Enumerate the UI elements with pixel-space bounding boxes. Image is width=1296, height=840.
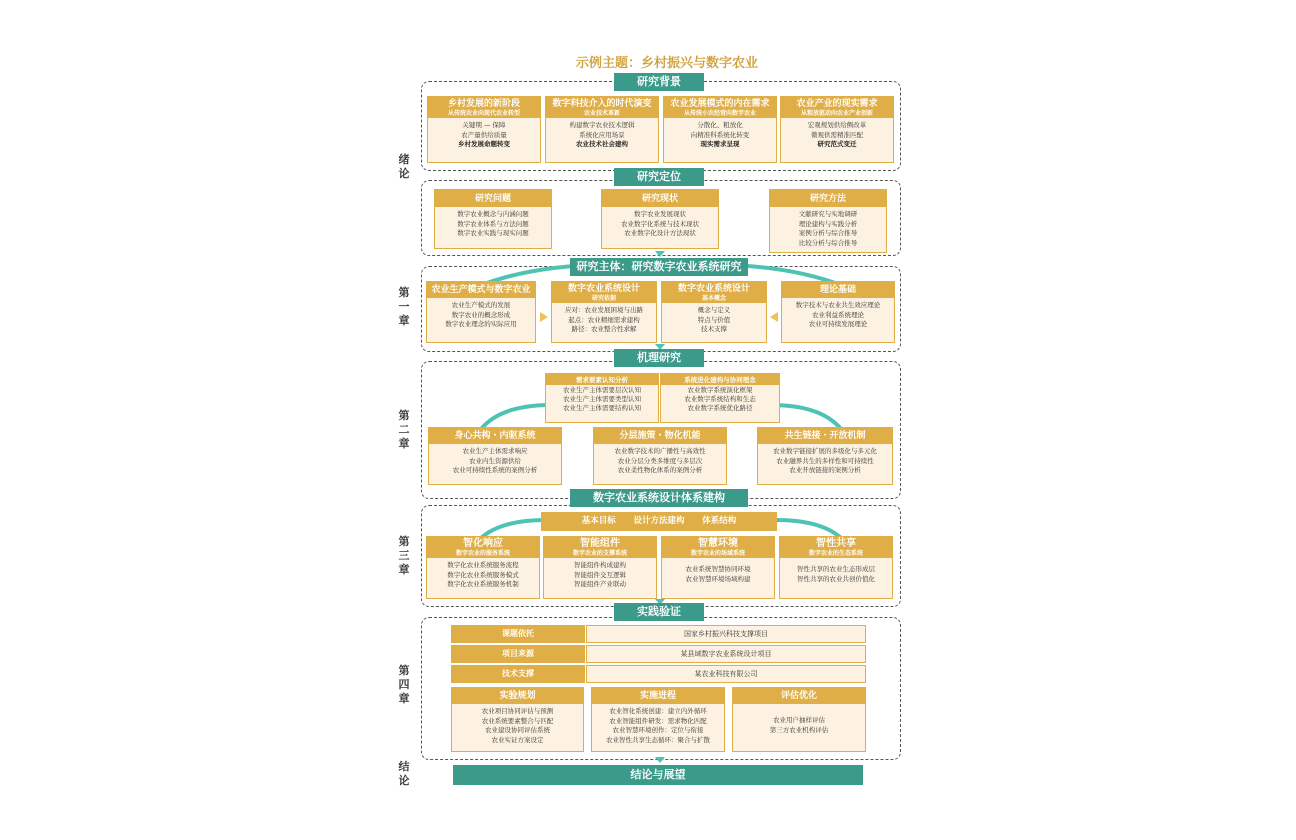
position-card-1 xyxy=(434,189,552,249)
practice-row-value-1: 国家乡村振兴科技支撑项目 xyxy=(586,625,866,643)
mechanism-card-3 xyxy=(757,427,893,485)
card-body: 智能组件构成建构 智能组件交互逻辑 智能组件产业联动 xyxy=(574,561,626,588)
build-card-4 xyxy=(779,536,893,599)
card-title: 评估优化 xyxy=(733,688,865,704)
card-body: 智性共享的农业生态形成层 智性共享的农业共创价值化 xyxy=(797,565,875,583)
chapter-label-3: 第三章 xyxy=(398,535,410,576)
build-goal-bar xyxy=(541,512,777,531)
chapter-label-2: 第二章 xyxy=(398,409,410,450)
practice-card-2 xyxy=(591,687,725,752)
card-body: 农业项目协同评估与预测 农业系统要素整合与匹配 农业建设协同评估系统 农业实证方案设定 xyxy=(481,707,554,744)
practice-row-label-2: 项目来源 xyxy=(451,645,585,663)
right-arrow-icon xyxy=(540,312,548,322)
card-body: 应对：农业发展困境与出路 起点：农业精细需求建构 路径：农业整合性求解 xyxy=(565,306,643,333)
mechanism-top-left xyxy=(545,373,659,423)
practice-row-value-3: 某农业科技有限公司 xyxy=(586,665,866,683)
section-header-position: 研究定位 xyxy=(614,168,704,186)
card-body: 文献研究与实地调研 理论建构与实践分析 案例分析与综合推导 比较分析与综合推导 xyxy=(798,210,858,247)
position-card-3 xyxy=(769,189,887,253)
chapter-label-intro: 绪论 xyxy=(398,153,410,180)
card-title: 理论基础 xyxy=(782,282,894,298)
card-title: 农业发展模式的内在需求 从传统小农经营向数字农业 xyxy=(664,97,776,118)
build-card-3 xyxy=(661,536,775,599)
chapter-label-1: 第一章 xyxy=(398,286,410,327)
down-arrow-icon xyxy=(655,251,665,257)
card-title: 实验规划 xyxy=(452,688,583,704)
mechanism-card-2 xyxy=(593,427,727,485)
card-title: 分层施策・物化机能 xyxy=(594,428,726,444)
card-body: 概念与定义 特点与价值 技术支撑 xyxy=(697,306,731,333)
practice-card-1 xyxy=(451,687,584,752)
card-body: 农业数字技术的广播性与高效性 农业分层分类多维度与多层次 农业柔性物化体系的案例分析 xyxy=(614,447,706,474)
card-body: 数字技术与农业共生效应理论 农业利益系统理论 农业可持续发展理论 xyxy=(795,301,881,328)
card-title: 智化响应 数字农业的服务系统 xyxy=(427,537,539,558)
page-title: 示例主题：乡村振兴与数字农业 xyxy=(575,56,758,71)
practice-row-value-2: 某县域数字农业系统设计项目 xyxy=(586,645,866,663)
card-title: 研究方法 xyxy=(770,190,886,207)
practice-row-label-3: 技术支撑 xyxy=(451,665,585,683)
card-title: 实施进程 xyxy=(592,688,724,704)
card-title: 数字科技介入的时代演变 农业技术革新 xyxy=(546,97,658,118)
section-header-build: 数字农业系统设计体系建构 xyxy=(570,489,748,507)
card-title: 数字农业系统设计 研究依据 xyxy=(552,282,656,303)
card-title: 研究现状 xyxy=(602,190,718,207)
conclusion-banner: 结论与展望 xyxy=(453,765,863,785)
section-header-practice: 实践验证 xyxy=(614,603,704,621)
card-title: 乡村发展的新阶段 从传统农业向现代农业转型 xyxy=(428,97,540,118)
down-arrow-icon xyxy=(655,757,665,763)
card-body: 数字农业概念与内涵问题 数字农业体系与方法问题 数字农业实践与现实问题 xyxy=(457,210,529,237)
card-title: 农业生产模式与数字农业 xyxy=(427,282,535,298)
card-title: 智性共享 数字农业的生态系统 xyxy=(780,537,892,558)
card-title: 数字农业系统设计 基本概念 xyxy=(662,282,766,303)
subject-card-4 xyxy=(781,281,895,343)
subject-card-3 xyxy=(661,281,767,343)
card-body: 农业数字链接扩展的多级化与多元化 农业融界共生的多样性和可持续性 农业开放链接的案例分析 xyxy=(773,447,877,474)
card-title: 身心共构・内驱系统 xyxy=(429,428,561,444)
card-body: 数字农业发展现状 农业数字化系统与技术现状 农业数字化设计方法现状 xyxy=(621,210,699,237)
bar-item-goal: 基本目标 xyxy=(581,516,616,526)
card-title: 智能组件 数字农业的支撑系统 xyxy=(544,537,656,558)
practice-row-label-1: 课题依托 xyxy=(451,625,585,643)
card-body: 农业用户抽样评估 第三方农业机构评估 xyxy=(769,716,829,734)
card-body: 农业生产主体需求响应 农业内生资源供给 农业可持续性系统的案例分析 xyxy=(452,447,538,474)
mechanism-top-right xyxy=(660,373,780,423)
position-card-2 xyxy=(601,189,719,249)
mechanism-card-1 xyxy=(428,427,562,485)
card-body: 农业生产模式的发展 数字农业的概念形成 数字农业理念的实际应用 xyxy=(445,301,517,328)
section-header-background: 研究背景 xyxy=(614,73,704,91)
card-body: 农业数字系统演化框架 农业数字系统结构和生态 农业数字系统优化路径 xyxy=(684,386,756,412)
subject-card-2 xyxy=(551,281,657,343)
card-title: 研究问题 xyxy=(435,190,551,207)
card-body: 农业生产主体需要层次认知 农业生产主体需要类型认知 农业生产主体需要结构认知 xyxy=(563,386,641,412)
chapter-label-end: 结论 xyxy=(398,760,410,787)
card-body: 宏观规划供给侧改革 微观供需精准匹配 研究范式变迁 xyxy=(807,121,867,148)
practice-card-3 xyxy=(732,687,866,752)
card-title: 需求要素认知分析 xyxy=(546,374,658,385)
card-title: 共生链接・开放机制 xyxy=(758,428,892,444)
background-card-2 xyxy=(545,96,659,163)
card-body: 农业系统智慧协同环境 农业智慧环境场域构建 xyxy=(685,565,751,583)
section-header-mechanism: 机理研究 xyxy=(614,349,704,367)
card-title: 智慧环境 数字农业的场域系统 xyxy=(662,537,774,558)
bar-item-method: 设计方法建构 xyxy=(633,516,685,526)
section-header-subject: 研究主体：研究数字农业系统研究 xyxy=(570,258,748,276)
subject-card-1 xyxy=(426,281,536,343)
card-title: 农业产业的现实需求 从粗放驱动向农业产业创新 xyxy=(781,97,893,118)
background-card-4 xyxy=(780,96,894,163)
bar-item-structure: 体系结构 xyxy=(702,516,737,526)
card-body: 分散化、粗放化 向精准科系统化转变 现实需求呈现 xyxy=(690,121,750,148)
left-arrow-icon xyxy=(770,312,778,322)
card-body: 关键期 — 保障 农产量供给质量 乡村发展命题转变 xyxy=(458,121,510,148)
card-body: 构建数字农业技术逻辑 系统化应用场景 农业技术社会建构 xyxy=(569,121,635,148)
background-card-1 xyxy=(427,96,541,163)
chapter-label-4: 第四章 xyxy=(398,664,410,705)
build-card-2 xyxy=(543,536,657,599)
card-body: 数字化农业系统服务流程 数字化农业系统服务模式 数字化农业系统服务机制 xyxy=(447,561,519,588)
build-card-1 xyxy=(426,536,540,599)
background-card-3 xyxy=(663,96,777,163)
card-title: 系统进化建构与协同理念 xyxy=(661,374,779,385)
card-body: 农业智化系统创建：建立内外循环 农业智能组件研发：需求物化匹配 农业智慧环境创作：定位与衔接 农业智性共享生态循环：聚合与扩散 xyxy=(606,707,710,744)
